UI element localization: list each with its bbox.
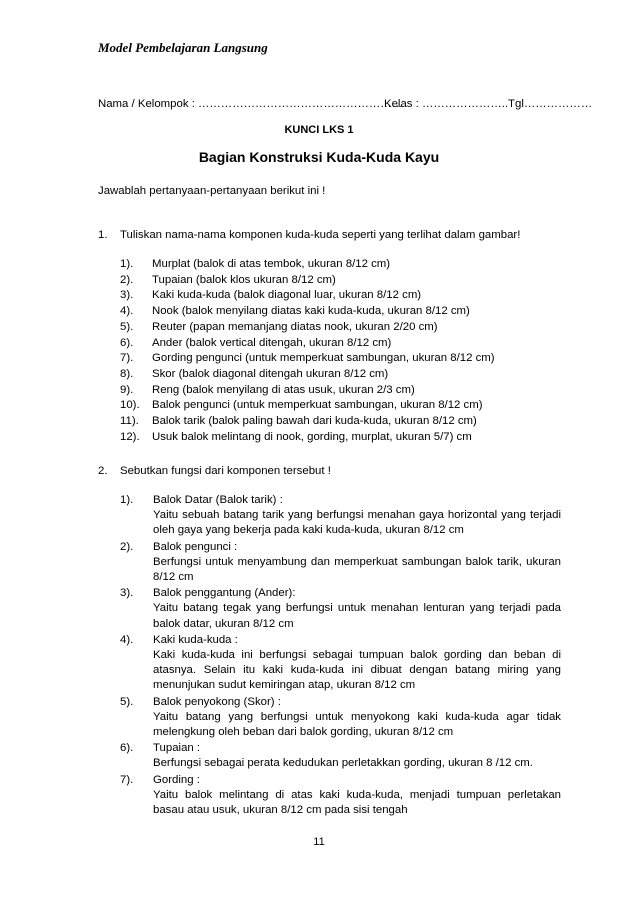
- name-group-field: Nama / Kelompok : ………………………………………………: [98, 98, 404, 110]
- list-item-text: Usuk balok melintang di nook, gording, murplat, ukuran 5/7) cm: [152, 430, 472, 443]
- function-item-number: 7).: [120, 773, 134, 786]
- list-item-number: 8).: [120, 367, 134, 380]
- question-2-text: Sebutkan fungsi dari komponen tersebut !: [120, 465, 331, 477]
- list-item-number: 2).: [120, 273, 134, 286]
- page-number: 11: [313, 836, 325, 848]
- list-item-text: Murplat (balok di atas tembok, ukuran 8/12 cm): [152, 258, 391, 270]
- function-item-description: Yaitu batang tegak yang berfungsi untuk menahan lenturan yang terjadi pada balok datar, ukuran 8/12 cm: [153, 602, 561, 630]
- list-item-number: 4).: [120, 305, 134, 318]
- page-title: Bagian Konstruksi Kuda-Kuda Kayu: [198, 149, 440, 165]
- list-item: [120, 273, 495, 289]
- function-item-title: Gording :: [153, 773, 200, 786]
- list-item-number: 12).: [120, 430, 140, 443]
- list-item-text: Skor (balok diagonal ditengah ukuran 8/12 cm): [152, 367, 389, 380]
- list-item: [120, 351, 495, 367]
- list-item-text: Tupaian (balok klos ukuran 8/12 cm): [152, 273, 336, 286]
- question-1-number: 1.: [98, 229, 108, 241]
- class-date-field: Kelas : …………………..Tgl………………: [384, 98, 593, 110]
- list-item: [120, 320, 495, 336]
- list-item-number: 7).: [120, 352, 134, 365]
- list-item-number: 3).: [120, 289, 134, 302]
- function-item-title: Kaki kuda-kuda :: [153, 633, 238, 646]
- function-item: [120, 773, 561, 819]
- function-item-title: Balok Datar (Balok tarik) :: [153, 494, 283, 506]
- list-item-text: Balok tarik (balok paling bawah dari kuda-kuda, ukuran 8/12 cm): [152, 415, 477, 428]
- function-item-description: Yaitu balok melintang di atas kaki kuda-kuda, menjadi tumpuan perletakan basau atau usuk, ukuran 8/12 cm pada sisi tengah: [153, 788, 561, 817]
- list-item-text: Reuter (papan memanjang diatas nook, ukuran 2/20 cm): [152, 320, 438, 333]
- list-item-text: Reng (balok menyilang di atas usuk, ukuran 2/3 cm): [152, 383, 415, 396]
- list-item-number: 11).: [120, 415, 139, 428]
- function-item-number: 2).: [120, 540, 134, 553]
- function-item-number: 3).: [120, 587, 134, 600]
- list-item-number: 1).: [120, 258, 134, 270]
- function-item-title: Balok penyokong (Skor) :: [153, 695, 281, 708]
- list-item: [120, 398, 495, 414]
- list-item-number: 6).: [120, 336, 134, 349]
- answer-key-label: KUNCI LKS 1: [284, 124, 354, 136]
- function-item-title: Tupaian :: [153, 742, 201, 755]
- function-item-description: Berfungsi sebagai perata kedudukan perletakkan gording, ukuran 8 /12 cm.: [153, 757, 533, 770]
- function-item-number: 5).: [120, 695, 134, 708]
- list-item-text: Gording pengunci (untuk memperkuat sambungan, ukuran 8/12 cm): [152, 352, 495, 365]
- list-item: [120, 367, 495, 383]
- list-item-text: Nook (balok menyilang diatas kaki kuda-kuda, ukuran 8/12 cm): [152, 305, 470, 318]
- function-item-title: Balok penggantung (Ander):: [153, 587, 296, 600]
- list-item-number: 5).: [120, 320, 134, 333]
- list-item-text: Kaki kuda-kuda (balok diagonal luar, ukuran 8/12 cm): [152, 289, 422, 302]
- function-item-number: 1).: [120, 494, 134, 506]
- list-item: [120, 336, 495, 352]
- list-item: [120, 430, 495, 446]
- function-item-number: 6).: [120, 742, 134, 755]
- list-item: [120, 304, 495, 320]
- function-item: [120, 633, 561, 694]
- question-2-number: 2.: [98, 465, 108, 477]
- list-item-text: Balok pengunci (untuk memperkuat sambungan, ukuran 8/12 cm): [152, 399, 483, 412]
- list-item-text: Ander (balok vertical ditengah, ukuran 8/12 cm): [152, 336, 392, 349]
- list-item: [120, 414, 495, 430]
- function-item: [120, 493, 561, 539]
- list-item: [120, 288, 495, 304]
- function-item: [120, 586, 561, 632]
- function-item: [120, 695, 561, 741]
- question-1-text: Tuliskan nama-nama komponen kuda-kuda seperti yang terlihat dalam gambar!: [120, 229, 521, 241]
- function-list: [120, 493, 561, 819]
- list-item-number: 10).: [120, 399, 140, 412]
- function-item-number: 4).: [120, 633, 134, 646]
- instruction-text: Jawablah pertanyaan-pertanyaan berikut ini !: [98, 185, 326, 197]
- list-item-number: 9).: [120, 383, 134, 396]
- function-item-description: Yaitu sebuah batang tarik yang berfungsi menahan gaya horizontal yang terjadi oleh gaya yang bekerja pada kaki kuda-kuda, ukuran 8/12 cm: [153, 509, 561, 537]
- function-item: [120, 741, 561, 771]
- component-list: [120, 257, 495, 445]
- function-item-title: Balok pengunci :: [153, 540, 238, 553]
- function-item: [120, 540, 561, 586]
- function-item-description: Berfungsi untuk menyambung dan memperkuat sambungan balok tarik, ukuran 8/12 cm: [153, 555, 561, 584]
- running-header: Model Pembelajaran Langsung: [98, 40, 268, 55]
- list-item: [120, 257, 495, 273]
- function-item-description: Kaki kuda-kuda ini berfungsi sebagai tumpuan balok gording dan beban di atasnya. Selain itu kaki kuda-kuda ini dibuat dengan batang miring yang menunjukan sudut kemiringan atap, ukuran 8/12 cm: [153, 649, 561, 692]
- list-item: [120, 383, 495, 399]
- function-item-description: Yaitu batang yang berfungsi untuk menyokong kaki kuda-kuda agar tidak melengkung oleh beban dari balok gording, ukuran 8/12 cm: [153, 710, 561, 739]
